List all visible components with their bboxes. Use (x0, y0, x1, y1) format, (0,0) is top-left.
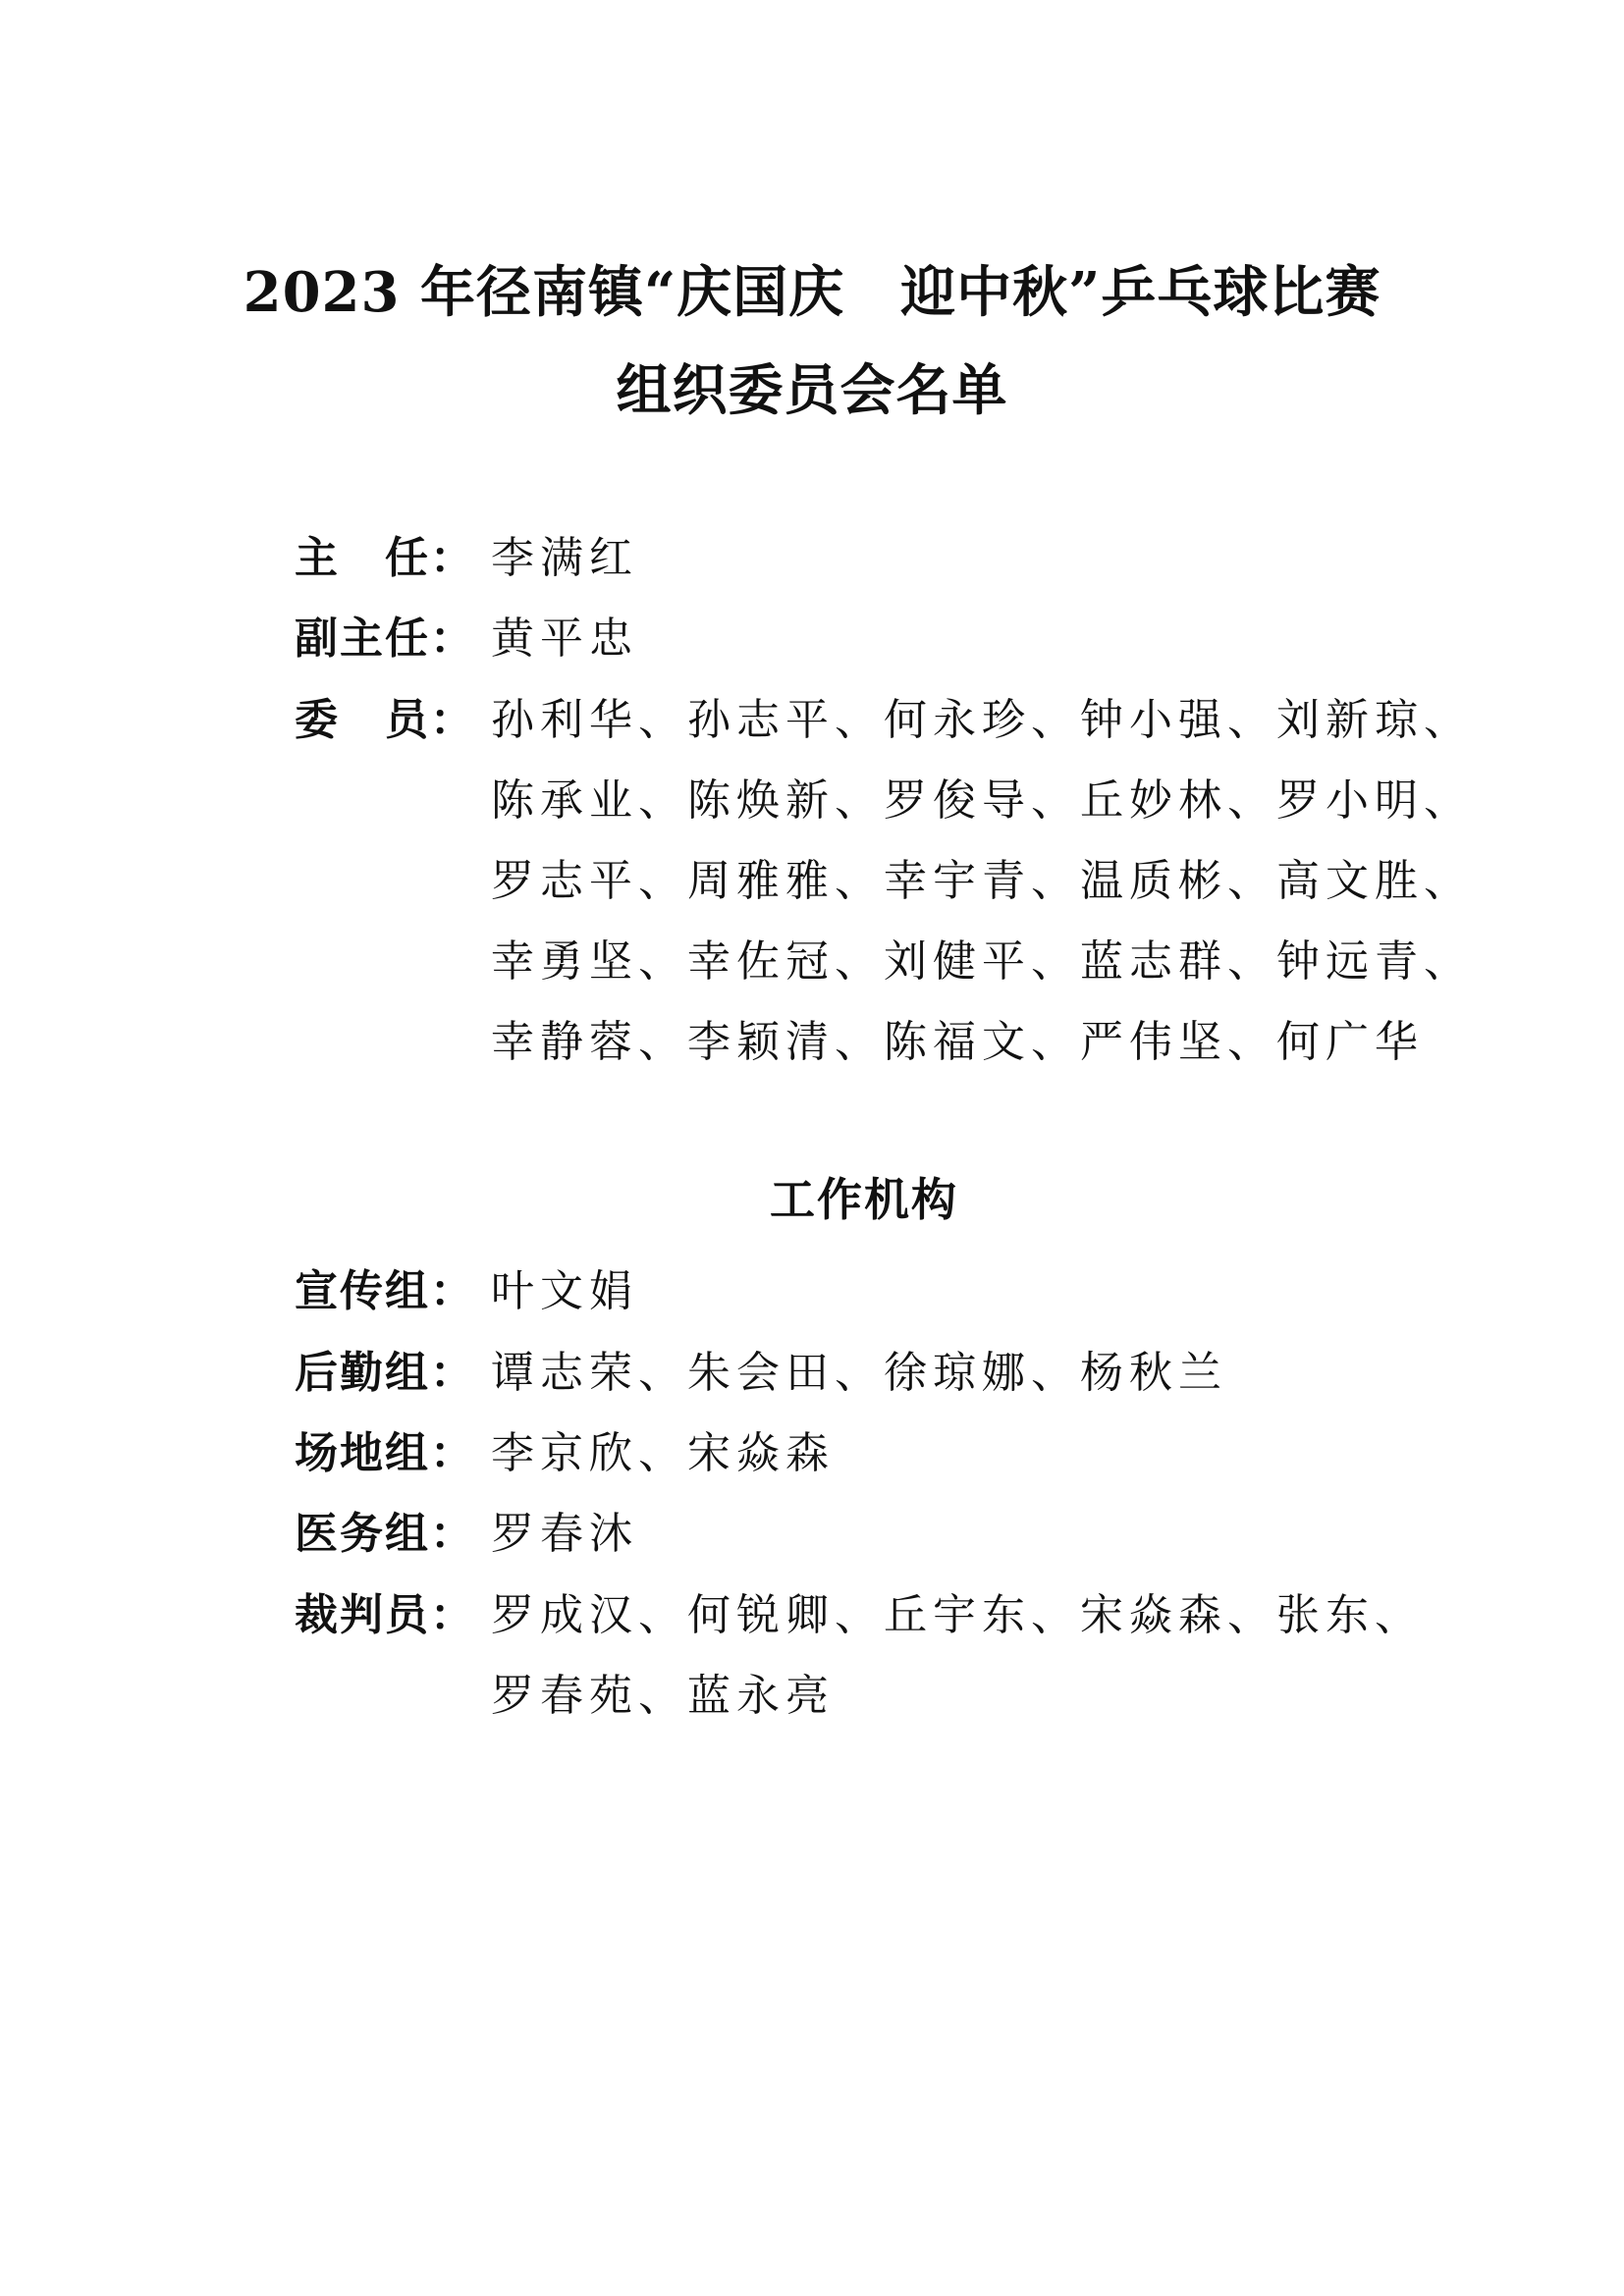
director-label: 主 任： (295, 533, 475, 583)
logistics-group-label: 后勤组： (295, 1348, 475, 1398)
medical-group-label: 医务组： (295, 1509, 475, 1559)
venue-group-label: 场地组： (295, 1428, 475, 1478)
referees-line: 罗成汉、何锐卿、丘宇东、宋焱森、张东、 (491, 1590, 1424, 1640)
document-title-line-2: 组织委员会名单 (616, 358, 1008, 423)
referees-label: 裁判员： (295, 1590, 475, 1640)
members-label: 委 员： (295, 695, 475, 745)
members-line: 罗志平、周雅雅、幸宇青、温质彬、高文胜、 (491, 856, 1473, 906)
referees-line: 罗春苑、蓝永亮 (491, 1671, 835, 1721)
medical-group-value: 罗春沐 (491, 1509, 638, 1559)
venue-group-value: 李京欣、宋焱森 (491, 1428, 835, 1478)
members-line: 陈承业、陈焕新、罗俊导、丘妙林、罗小明、 (491, 775, 1473, 826)
referees-list (491, 1575, 1473, 1736)
publicity-group-label: 宣传组： (295, 1266, 475, 1316)
deputy-director-label: 副主任： (295, 614, 475, 664)
working-bodies-heading: 工作机构 (770, 1173, 958, 1226)
director-value: 李满红 (491, 533, 638, 583)
publicity-group-value: 叶文娟 (491, 1266, 638, 1316)
deputy-director-value: 黄平忠 (491, 614, 638, 664)
document-title-line-1: 2023 年径南镇“庆国庆 迎中秋”乒乓球比赛 (243, 260, 1381, 325)
members-list (491, 680, 1473, 1083)
logistics-group-value: 谭志荣、朱会田、徐琼娜、杨秋兰 (491, 1348, 1227, 1398)
members-line: 幸静蓉、李颖清、陈福文、严伟坚、何广华 (491, 1017, 1424, 1067)
members-line: 孙利华、孙志平、何永珍、钟小强、刘新琼、 (491, 695, 1473, 745)
members-line: 幸勇坚、幸佐冠、刘健平、蓝志群、钟远青、 (491, 936, 1473, 987)
